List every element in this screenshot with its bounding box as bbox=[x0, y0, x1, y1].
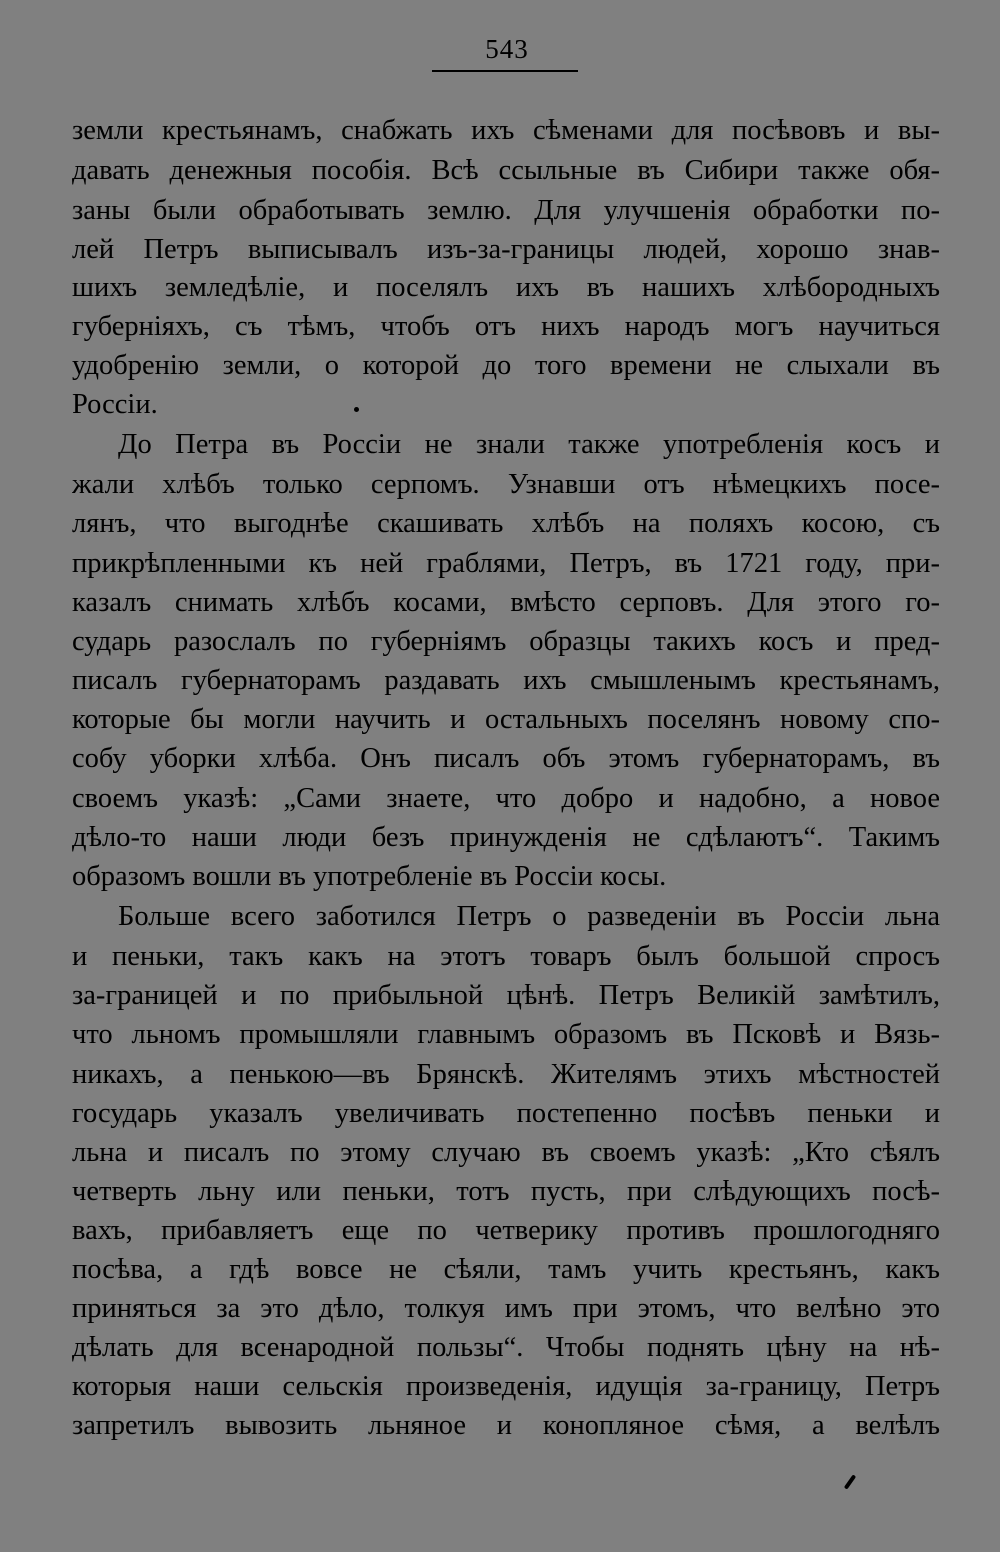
text-line: лянъ, что выгоднѣе скашивать хлѣбъ на поляхъ косою, съ bbox=[72, 508, 940, 539]
text-line: дѣло-то наши люди безъ принужденія не сдѣлаютъ“. Такимъ bbox=[72, 822, 940, 853]
page-number: 543 bbox=[485, 34, 529, 64]
text-line: запретилъ вывозить льняное и конопляное сѣмя, а велѣлъ bbox=[72, 1410, 940, 1441]
text-line: Россіи. bbox=[72, 389, 158, 420]
text-line: прикрѣпленными къ ней граблями, Петръ, въ 1721 году, при- bbox=[72, 548, 940, 579]
text-line: и пеньки, такъ какъ на этотъ товаръ былъ большой спросъ bbox=[72, 941, 940, 972]
text-line: льна и писалъ по этому случаю въ своемъ указѣ: „Кто сѣялъ bbox=[72, 1137, 940, 1168]
text-line: До Петра въ Россіи не знали также употребленія косъ и bbox=[118, 429, 940, 460]
text-line: удобренію земли, о которой до того времени не слыхали въ bbox=[72, 350, 940, 381]
text-line: за-границей и по прибыльной цѣнѣ. Петръ Великій замѣтилъ, bbox=[72, 980, 940, 1011]
text-line: четверть льну или пеньки, тотъ пусть, при слѣдующихъ посѣ- bbox=[72, 1176, 940, 1207]
ink-mark bbox=[844, 1474, 856, 1489]
text-line: казалъ снимать хлѣбъ косами, вмѣсто серповъ. Для этого го- bbox=[72, 587, 940, 618]
text-line: сударь разослалъ по губерніямъ образцы такихъ косъ и пред- bbox=[72, 626, 940, 657]
text-line: вахъ, прибавляетъ еще по четверику противъ прошлогодняго bbox=[72, 1215, 940, 1246]
text-line: посѣва, а гдѣ вовсе не сѣяли, тамъ учить крестьянъ, какъ bbox=[72, 1254, 940, 1285]
text-line: писалъ губернаторамъ раздавать ихъ смышленымъ крестьянамъ, bbox=[72, 665, 940, 696]
text-line: что льномъ промышляли главнымъ образомъ въ Псковѣ и Вязь- bbox=[72, 1019, 940, 1050]
text-line: лей Петръ выписывалъ изъ-за-границы людей, хорошо знав- bbox=[72, 234, 940, 265]
text-line: никахъ, а пенькою—въ Брянскѣ. Жителямъ этихъ мѣстностей bbox=[72, 1059, 940, 1090]
text-line: дѣлать для всенародной пользы“. Чтобы поднять цѣну на нѣ- bbox=[72, 1332, 940, 1363]
text-line: приняться за это дѣло, толкуя имъ при этомъ, что велѣно это bbox=[72, 1293, 940, 1324]
ink-speck bbox=[354, 407, 359, 412]
text-line: давать денежныя пособія. Всѣ ссыльные въ Сибири также обя- bbox=[72, 155, 940, 186]
text-line: которые бы могли научить и остальныхъ поселянъ новому спо- bbox=[72, 704, 940, 735]
text-line: которыя наши сельскія произведенія, идущія за-границу, Петръ bbox=[72, 1371, 940, 1402]
text-line: образомъ вошли въ употребленіе въ Россіи косы. bbox=[72, 861, 667, 892]
text-line: Больше всего заботился Петръ о разведеніи въ Россіи льна bbox=[118, 901, 940, 932]
text-line: жали хлѣбъ только серпомъ. Узнавши отъ нѣмецкихъ посе- bbox=[72, 469, 940, 500]
page-number-rule bbox=[432, 70, 578, 72]
text-line: шихъ земледѣліе, и поселялъ ихъ въ нашихъ хлѣбородныхъ bbox=[72, 272, 940, 303]
text-line: государь указалъ увеличивать постепенно посѣвъ пеньки и bbox=[72, 1098, 940, 1129]
text-line: земли крестьянамъ, снабжать ихъ сѣменами для посѣвовъ и вы- bbox=[72, 115, 940, 146]
text-line: заны были обработывать землю. Для улучшенія обработки по- bbox=[72, 195, 940, 226]
text-line: своемъ указѣ: „Сами знаете, что добро и надобно, а новое bbox=[72, 783, 940, 814]
text-line: губерніяхъ, съ тѣмъ, чтобъ отъ нихъ народъ могъ научиться bbox=[72, 311, 940, 342]
text-line: собу уборки хлѣба. Онъ писалъ объ этомъ губернаторамъ, въ bbox=[72, 743, 940, 774]
